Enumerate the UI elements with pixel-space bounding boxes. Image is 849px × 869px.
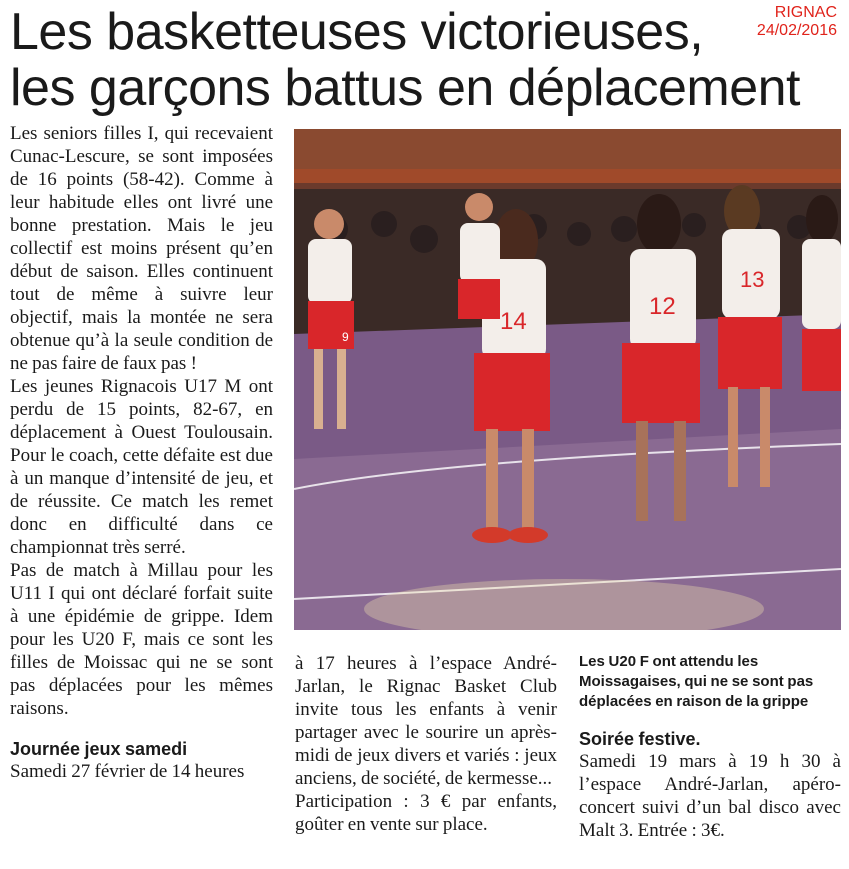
date-label: 24/02/2016 bbox=[756, 22, 837, 39]
paragraph-u17: Les jeunes Rignacois U17 M ont perdu de 15 points, 82-67, en déplacement à Ouest Toulousain. Pour le coach, cette défaite est due à un manque d’intensité de jeu, et de réussite. Ce match les remet donc en difficulté dans ce championnat très serré. bbox=[10, 376, 273, 558]
team-photo bbox=[294, 129, 841, 630]
paragraph-forfeit: Pas de match à Millau pour les U11 I qui ont déclaré forfait suite à une épidémie de grippe. Idem pour les U20 F, mais ce sont les filles de Moissac qui ne se sont pas déplacées pour les mêmes raisons. bbox=[10, 560, 273, 719]
paragraph-games-day: à 17 heures à l’espace André-Jarlan, le Rignac Basket Club invite tous les enfants à venir partager avec le sourire un après-midi de jeux divers et variés : jeux anciens, de société, de kermesse... bbox=[295, 653, 557, 789]
paragraph-participation: Participation : 3 € par enfants, goûter en vente sur place. bbox=[295, 791, 557, 835]
photo-caption: Les U20 F ont attendu les Moissagaises, qui ne se sont pas déplacées en raison de la grippe bbox=[579, 653, 814, 710]
headline-line-1: Les basketteuses victorieuses, bbox=[10, 3, 704, 61]
paragraph-seniors: Les seniors filles I, qui recevaient Cunac-Lescure, se sont imposées de 16 points (58-42). Comme à leur habitude elles ont livré une bonne prestation. Mais le jeu collectif est moins présent qu’en début de saison. Elles continuent tout de même à suivre leur objectif, mais la montée ne sera obtenue qu’à la seule condition de ne pas faire de faux pas ! bbox=[10, 123, 273, 374]
headline-line-2: les garçons battus en déplacement bbox=[10, 59, 801, 117]
headline bbox=[10, 4, 840, 116]
article-column-2 bbox=[295, 652, 557, 836]
subhead-games-day: Journée jeux samedi bbox=[10, 739, 188, 759]
svg-text:9: 9 bbox=[342, 330, 349, 344]
player-right bbox=[802, 195, 841, 391]
location-label: RIGNAC bbox=[774, 4, 837, 21]
paragraph-games-day-start: Samedi 27 février de 14 heures bbox=[10, 761, 245, 782]
subhead-festive-evening: Soirée festive. bbox=[579, 729, 701, 749]
article-column-1 bbox=[10, 122, 273, 783]
svg-text:12: 12 bbox=[649, 293, 676, 320]
paragraph-festive-evening: Samedi 19 mars à 19 h 30 à l’espace André-Jarlan, apéro-concert suivi d’un bal disco avec Malt 3. Entrée : 3€. bbox=[579, 751, 841, 841]
svg-text:14: 14 bbox=[500, 308, 527, 335]
svg-text:13: 13 bbox=[740, 267, 765, 292]
article-column-3 bbox=[579, 652, 841, 842]
